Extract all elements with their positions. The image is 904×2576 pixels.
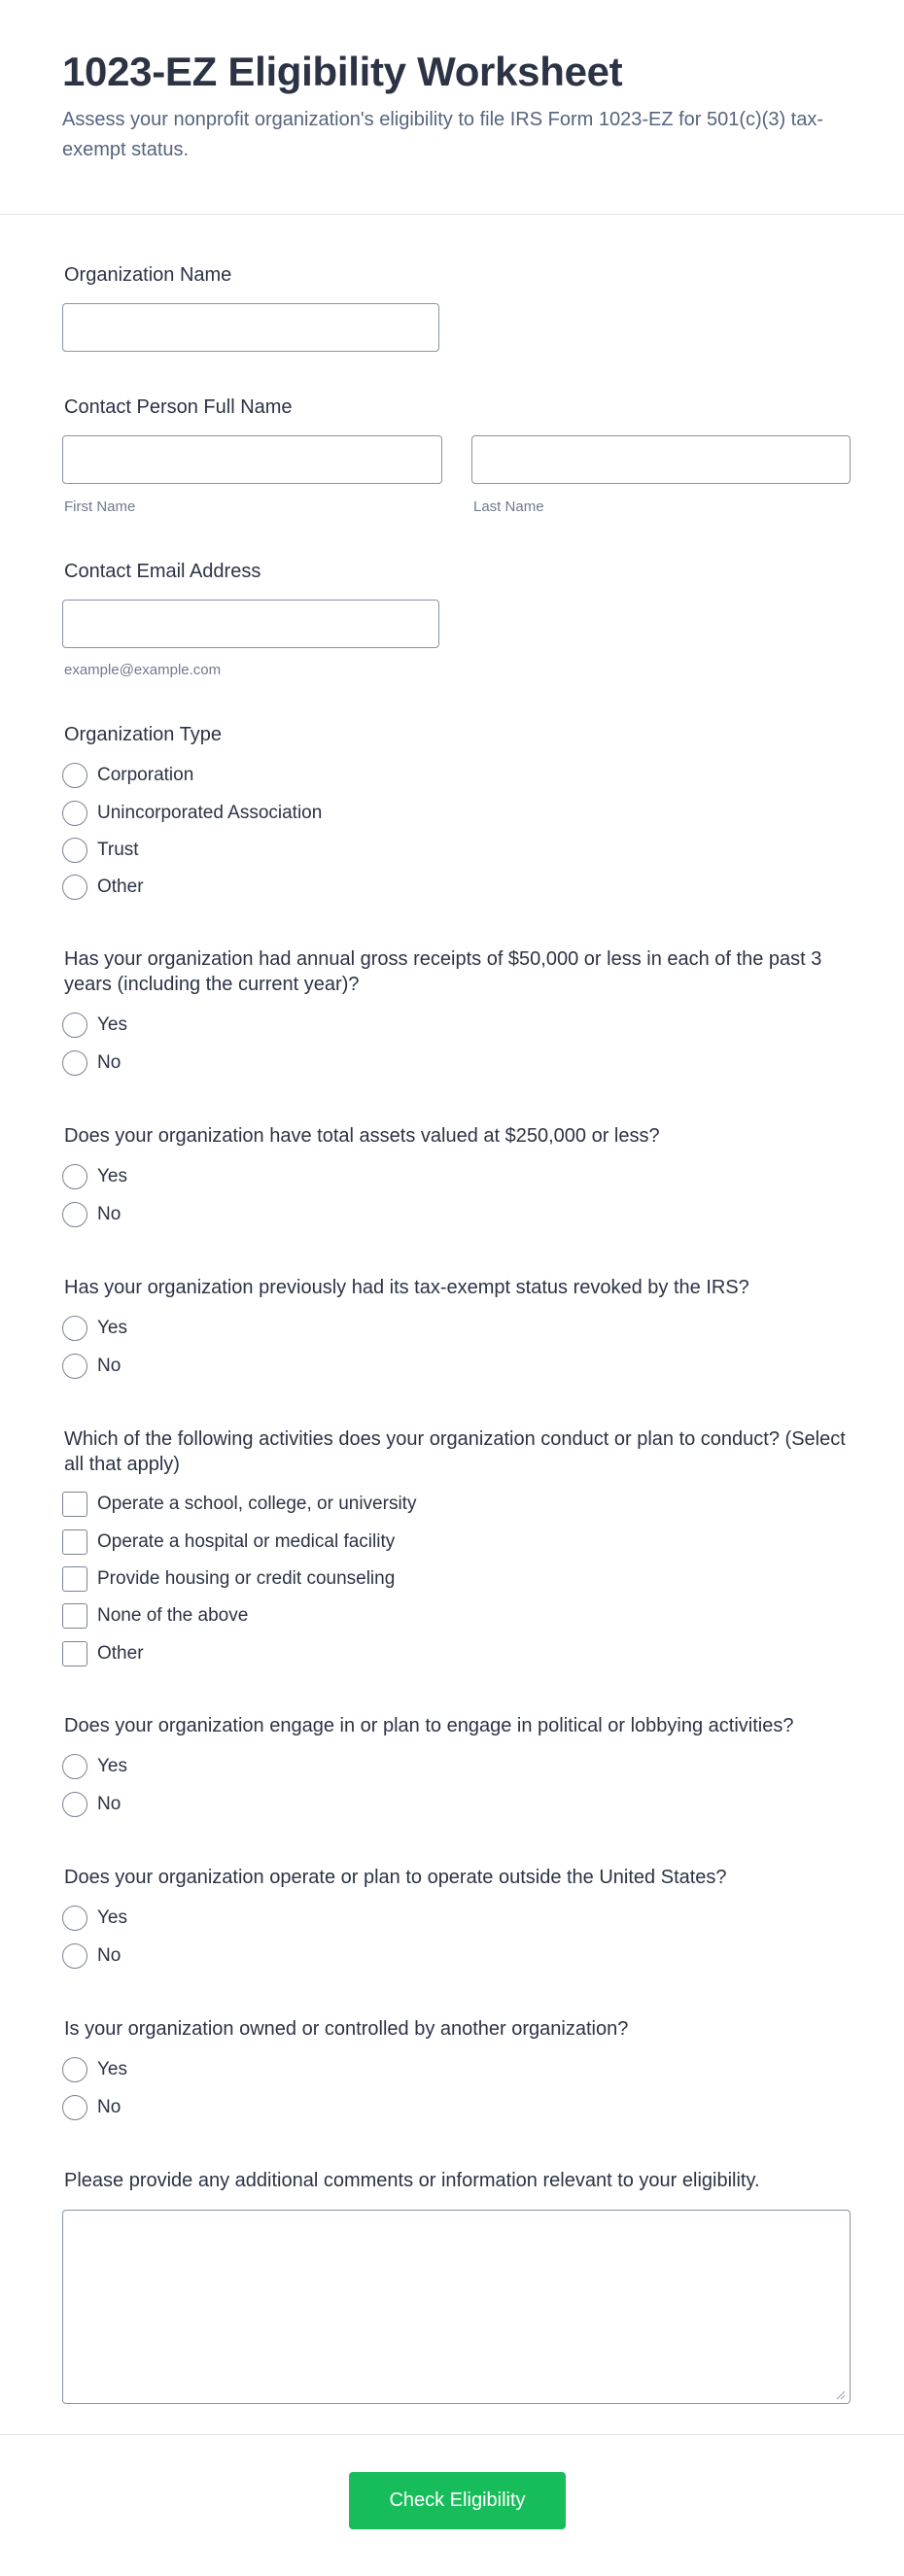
radio-button[interactable] — [62, 1050, 87, 1076]
email-input[interactable] — [62, 600, 439, 648]
activity-option-housing[interactable]: Provide housing or credit counseling — [62, 1565, 395, 1593]
outside-us-option-yes[interactable]: Yes — [62, 1905, 127, 1932]
activity-option-none[interactable]: None of the above — [62, 1602, 248, 1630]
radio-button[interactable] — [62, 1792, 87, 1817]
radio-button[interactable] — [62, 1316, 87, 1341]
political-option-no[interactable]: No — [62, 1791, 121, 1818]
radio-button[interactable] — [62, 2057, 87, 2082]
activity-option-other[interactable]: Other — [62, 1640, 144, 1667]
radio-button[interactable] — [62, 763, 87, 788]
page-title: 1023-EZ Eligibility Worksheet — [62, 49, 623, 94]
political-activities-label: Does your organization engage in or plan to engage in political or lobbying activities? — [64, 1715, 794, 1736]
controlled-option-yes[interactable]: Yes — [62, 2056, 127, 2083]
radio-button[interactable] — [62, 875, 87, 900]
radio-button[interactable] — [62, 1202, 87, 1227]
organization-name-input[interactable] — [62, 303, 439, 352]
revoked-option-no[interactable]: No — [62, 1353, 121, 1380]
total-assets-option-no[interactable]: No — [62, 1201, 121, 1228]
page-subtitle: Assess your nonprofit organization's eligibility to file IRS Form 1023-EZ for 501(c)(3) tax-exempt status. — [62, 109, 824, 160]
gross-receipts-option-no[interactable]: No — [62, 1049, 121, 1077]
org-type-option-other[interactable]: Other — [62, 874, 144, 901]
radio-button[interactable] — [62, 1013, 87, 1038]
gross-receipts-option-yes[interactable]: Yes — [62, 1012, 127, 1039]
radio-button[interactable] — [62, 801, 87, 826]
activity-option-school[interactable]: Operate a school, college, or university — [62, 1491, 416, 1518]
revoked-option-yes[interactable]: Yes — [62, 1315, 127, 1342]
activity-option-hospital[interactable]: Operate a hospital or medical facility — [62, 1528, 395, 1556]
outside-us-option-no[interactable]: No — [62, 1942, 121, 1970]
checkbox[interactable] — [62, 1641, 87, 1666]
last-name-input[interactable] — [471, 435, 851, 484]
comments-label: Please provide any additional comments or information relevant to your eligibility. — [64, 2170, 760, 2191]
radio-button[interactable] — [62, 1354, 87, 1379]
checkbox[interactable] — [62, 1566, 87, 1592]
contact-name-label: Contact Person Full Name — [64, 396, 293, 418]
first-name-sublabel: First Name — [64, 498, 136, 515]
organization-name-label: Organization Name — [64, 264, 232, 286]
last-name-sublabel: Last Name — [473, 498, 544, 515]
email-sublabel: example@example.com — [64, 662, 222, 678]
controlled-label: Is your organization owned or controlled by another organization? — [64, 2018, 629, 2040]
radio-button[interactable] — [62, 1906, 87, 1931]
checkbox[interactable] — [62, 1492, 87, 1517]
outside-us-label: Does your organization operate or plan to operate outside the United States? — [64, 1867, 727, 1888]
radio-button[interactable] — [62, 1754, 87, 1779]
radio-button[interactable] — [62, 838, 87, 863]
political-option-yes[interactable]: Yes — [62, 1753, 127, 1780]
org-type-option-unincorporated[interactable]: Unincorporated Association — [62, 800, 322, 827]
org-type-option-trust[interactable]: Trust — [62, 837, 139, 864]
total-assets-label: Does your organization have total assets valued at $250,000 or less? — [64, 1125, 660, 1147]
checkbox[interactable] — [62, 1603, 87, 1629]
form-header — [0, 0, 904, 215]
organization-type-label: Organization Type — [64, 724, 222, 745]
controlled-option-no[interactable]: No — [62, 2094, 121, 2121]
org-type-option-corporation[interactable]: Corporation — [62, 762, 193, 789]
activities-label: Which of the following activities does your organization conduct or plan to conduct? (Select all that apply) — [64, 1428, 846, 1475]
comments-textarea[interactable] — [62, 2210, 851, 2404]
total-assets-option-yes[interactable]: Yes — [62, 1163, 127, 1190]
contact-email-label: Contact Email Address — [64, 561, 261, 582]
checkbox[interactable] — [62, 1529, 87, 1555]
gross-receipts-label: Has your organization had annual gross receipts of $50,000 or less in each of the past 3 years (including the current year)? — [64, 948, 822, 995]
first-name-input[interactable] — [62, 435, 442, 484]
radio-button[interactable] — [62, 1943, 87, 1969]
revoked-status-label: Has your organization previously had its tax-exempt status revoked by the IRS? — [64, 1277, 749, 1298]
radio-button[interactable] — [62, 2095, 87, 2120]
radio-button[interactable] — [62, 1164, 87, 1189]
check-eligibility-button[interactable]: Check Eligibility — [349, 2472, 566, 2529]
resize-grip-icon[interactable] — [834, 2388, 846, 2400]
